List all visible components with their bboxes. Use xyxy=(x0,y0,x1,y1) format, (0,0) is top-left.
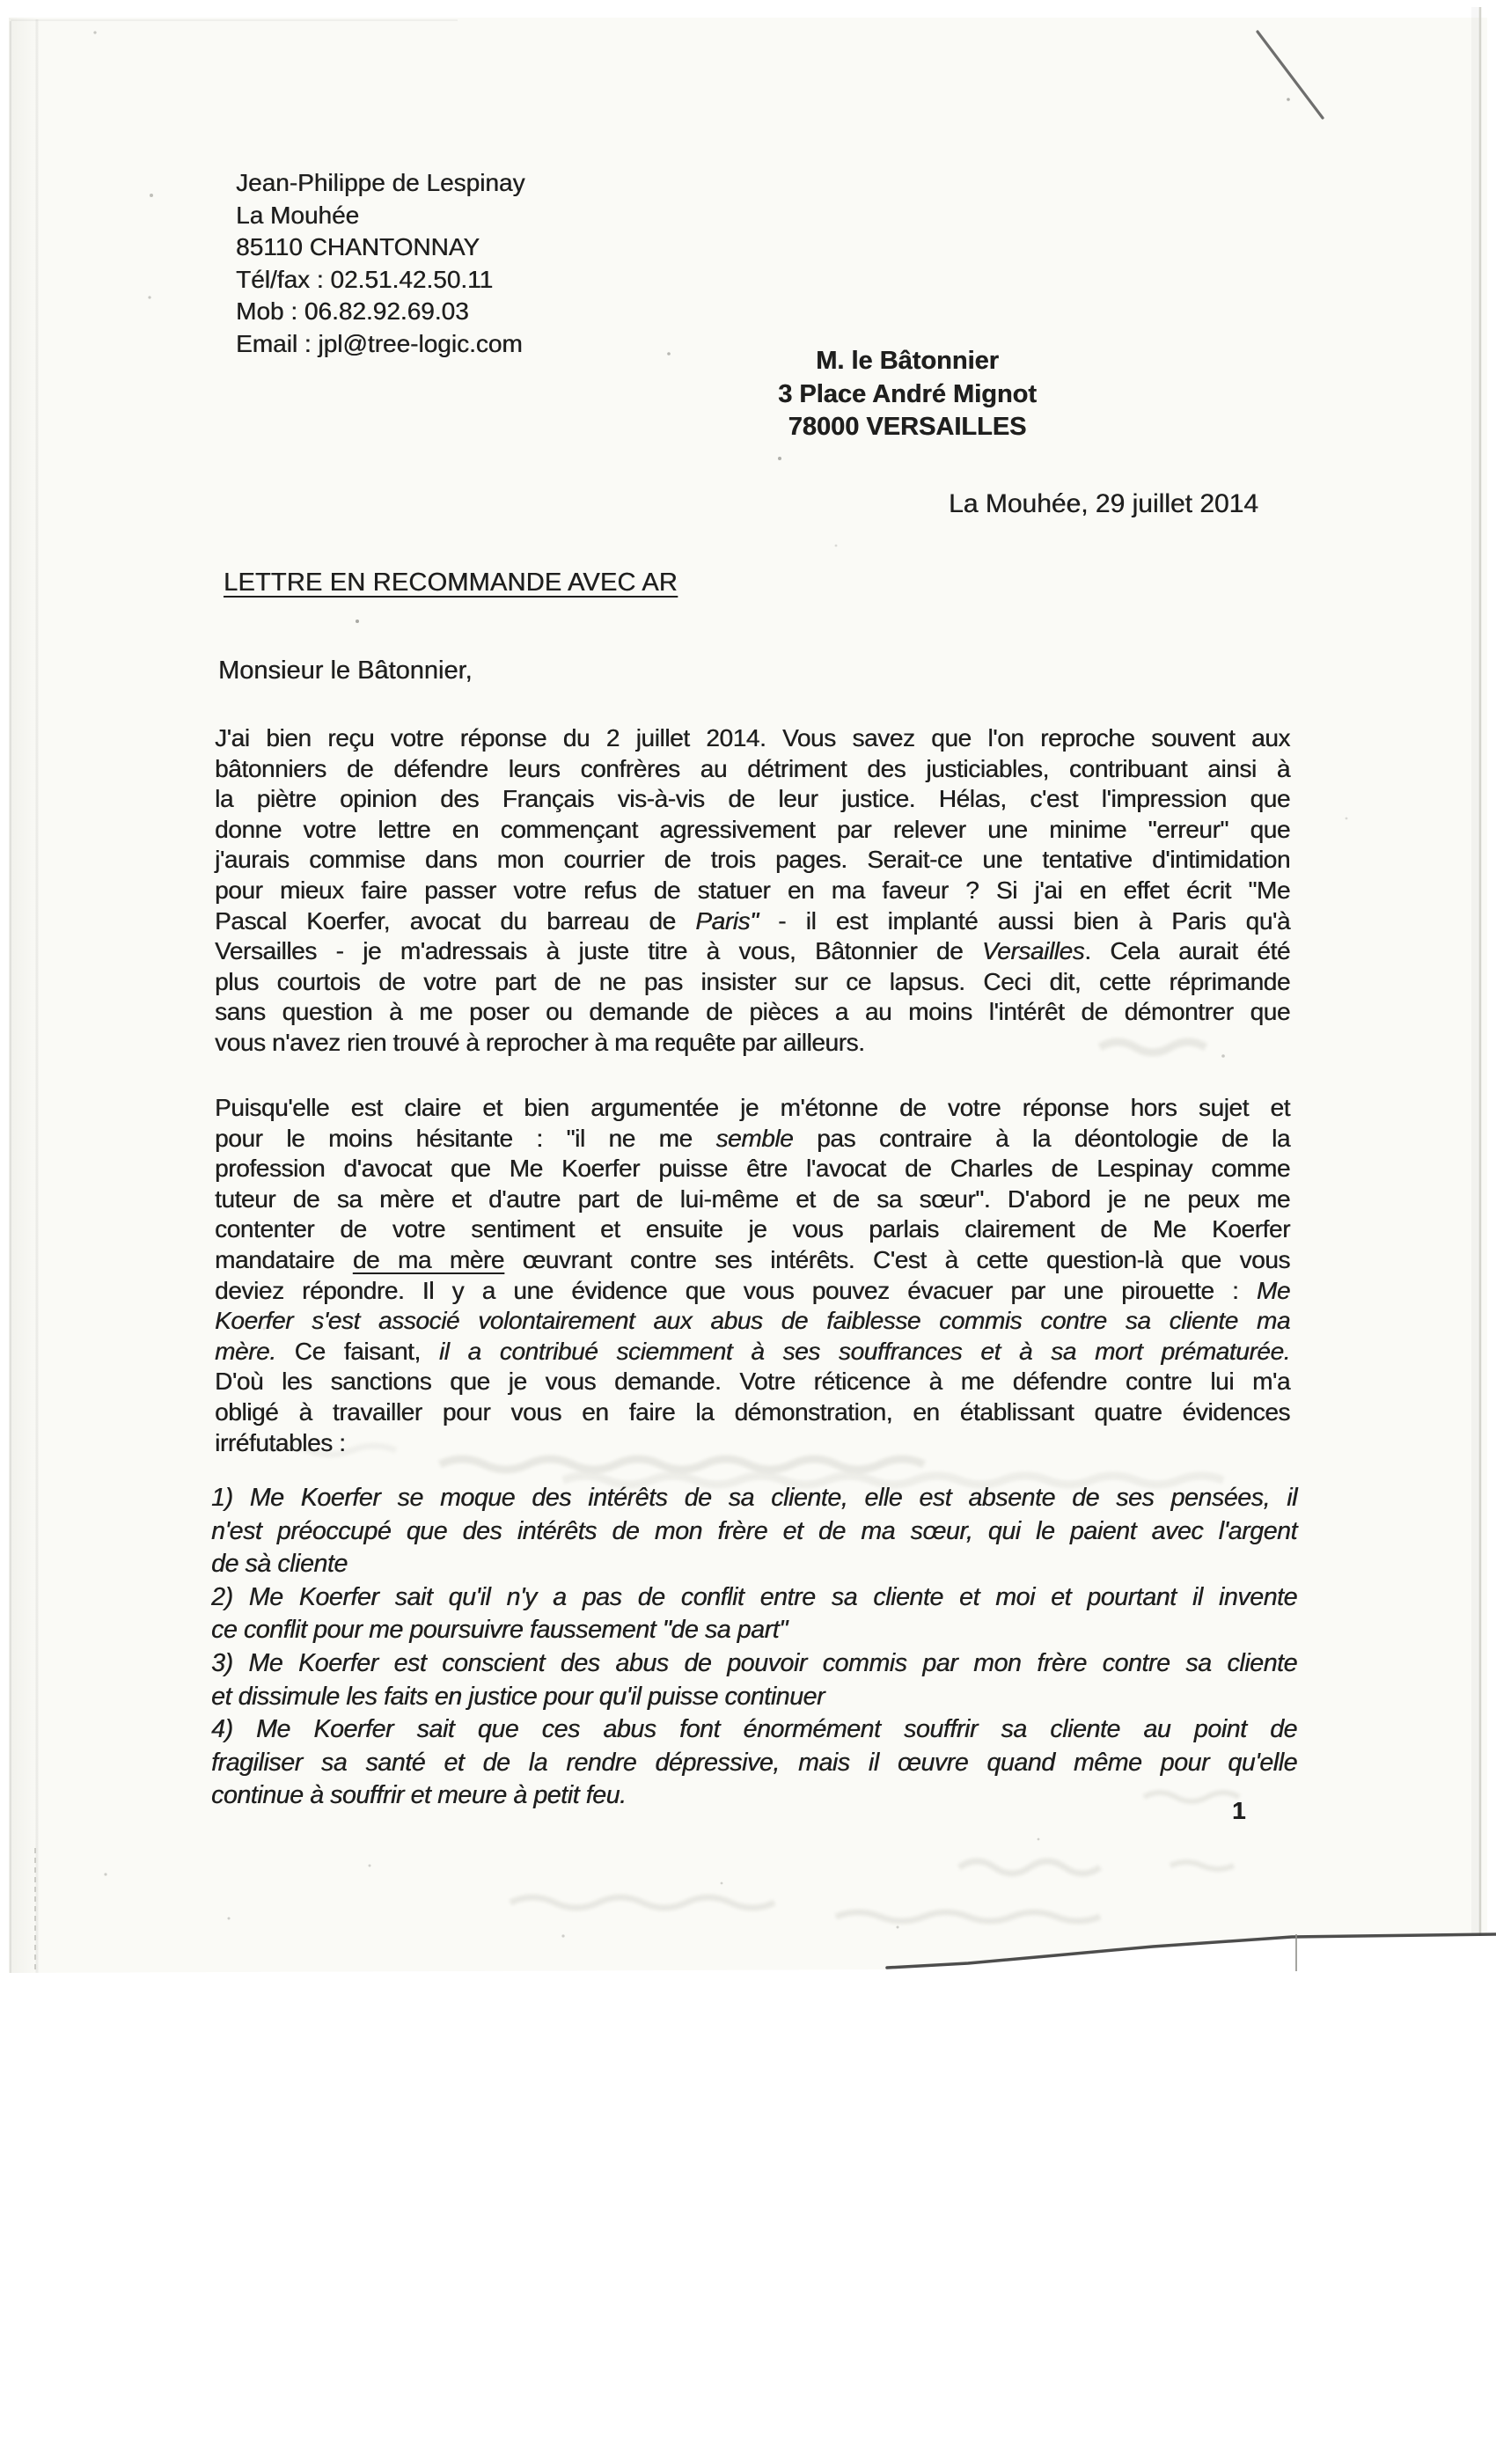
text-line: Jean-Philippe de Lespinay xyxy=(236,169,525,196)
text-line: Versailles - je m'adressais à juste titre à vous, Bâtonnier de Versailles. Cela aurait été xyxy=(215,937,1290,965)
page-number: 1 xyxy=(1232,1797,1246,1824)
text-line: 78000 VERSAILLES xyxy=(788,413,1027,441)
text-line: sans question à me poser ou demande de pièces a au moins l'intérêt de démontrer que xyxy=(215,998,1290,1026)
text-line: mère. Ce faisant, il a contribué sciemment à ses souffrances et à sa mort prématurée. xyxy=(215,1337,1290,1365)
text-line: Koerfer s'est associé volontairement aux abus de faiblesse commis contre sa cliente ma xyxy=(215,1307,1290,1335)
date-line: La Mouhée, 29 juillet 2014 xyxy=(949,489,1258,518)
text-line: et dissimule les faits en justice pour qu'il puisse continuer xyxy=(211,1682,825,1711)
paragraph-2 xyxy=(215,1093,1290,1458)
text-line: 2) Me Koerfer sait qu'il n'y a pas de conflit entre sa cliente et moi et pourtant il invente xyxy=(211,1582,1297,1611)
numbered-arguments-list xyxy=(211,1482,1297,1813)
salutation: Monsieur le Bâtonnier, xyxy=(218,656,473,685)
text-line: D'où les sanctions que je vous demande. Votre réticence à me défendre contre lui m'a xyxy=(215,1368,1290,1396)
text-line: la piètre opinion des Français vis-à-vis de leur justice. Hélas, c'est l'impression que xyxy=(215,785,1290,813)
text-line: mandataire de ma mère œuvrant contre ses intérêts. C'est à cette question-là que vous xyxy=(215,1245,1290,1273)
text-line: irréfutables : xyxy=(215,1428,346,1456)
text-line: 1) Me Koerfer se moque des intérêts de sa cliente, elle est absente de ses pensées, il xyxy=(211,1484,1297,1512)
subject-line: LETTRE EN RECOMMANDE AVEC AR xyxy=(224,568,678,597)
text-line: M. le Bâtonnier xyxy=(816,347,999,375)
text-line: bâtonniers de défendre leurs confrères au détriment des justiciables, contribuant ainsi à xyxy=(215,754,1290,782)
text-line: obligé à travailler pour vous en faire la démonstration, en établissant quatre évidences xyxy=(215,1397,1290,1426)
recipient-address-block xyxy=(755,345,1060,444)
text-line: j'aurais commise dans mon courrier de trois pages. Serait-ce une tentative d'intimidation xyxy=(215,846,1290,874)
text-line: La Mouhée xyxy=(236,201,360,229)
text-line: continue à souffrir et meure à petit feu. xyxy=(211,1781,627,1810)
text-line: Tél/fax : 02.51.42.50.11 xyxy=(236,265,494,293)
text-line: 4) Me Koerfer sait que ces abus font énormément souffrir sa cliente au point de xyxy=(211,1715,1297,1744)
text-line: 85110 CHANTONNAY xyxy=(236,233,480,260)
text-line: plus courtois de votre part de ne pas insister sur ce lapsus. Ceci dit, cette réprimande xyxy=(215,967,1290,995)
text-line: de sà cliente xyxy=(211,1550,348,1579)
text-line: contenter de votre sentiment et ensuite je vous parlais clairement de Me Koerfer xyxy=(215,1215,1290,1243)
text-line: Mob : 06.82.92.69.03 xyxy=(236,297,469,325)
text-line: 3) Me Koerfer est conscient des abus de pouvoir commis par mon frère contre sa cliente xyxy=(211,1648,1297,1677)
text-line: vous n'avez rien trouvé à reprocher à ma requête par ailleurs. xyxy=(215,1028,865,1056)
text-line: Puisqu'elle est claire et bien argumentée je m'étonne de votre réponse hors sujet et xyxy=(215,1094,1290,1121)
text-line: pour mieux faire passer votre refus de statuer en ma faveur ? Si j'ai en effet écrit "Me xyxy=(215,876,1290,904)
sender-address-block xyxy=(236,167,524,360)
text-line: donne votre lettre en commençant agressivement par relever une minime "erreur" que xyxy=(215,815,1290,843)
text-line: J'ai bien reçu votre réponse du 2 juillet 2014. Vous savez que l'on reproche souvent aux xyxy=(215,724,1290,752)
text-line: profession d'avocat que Me Koerfer puisse être l'avocat de Charles de Lespinay comme xyxy=(215,1155,1290,1183)
text-line: ce conflit pour me poursuivre faussement "de sa part" xyxy=(211,1616,788,1645)
text-line: pour le moins hésitante : "il ne me semble pas contraire à la déontologie de la xyxy=(215,1124,1291,1152)
text-line: deviez répondre. Il y a une évidence que vous pouvez évacuer par une pirouette : Me xyxy=(215,1276,1290,1304)
text-line: 3 Place André Mignot xyxy=(778,379,1037,408)
text-line: n'est préoccupé que des intérêts de mon frère et de ma sœur, qui le paient avec l'argent xyxy=(211,1516,1297,1545)
text-line: Pascal Koerfer, avocat du barreau de Paris" - il est implanté aussi bien à Paris qu'à xyxy=(215,906,1290,935)
text-line: tuteur de sa mère et d'autre part de lui-même et de sa sœur". D'abord je ne peux me xyxy=(215,1184,1290,1213)
paragraph-1 xyxy=(215,723,1290,1059)
text-line: Email : jpl@tree-logic.com xyxy=(236,329,523,357)
text-line: fragiliser sa santé et de la rendre dépressive, mais il œuvre quand même pour qu'elle xyxy=(211,1748,1297,1777)
